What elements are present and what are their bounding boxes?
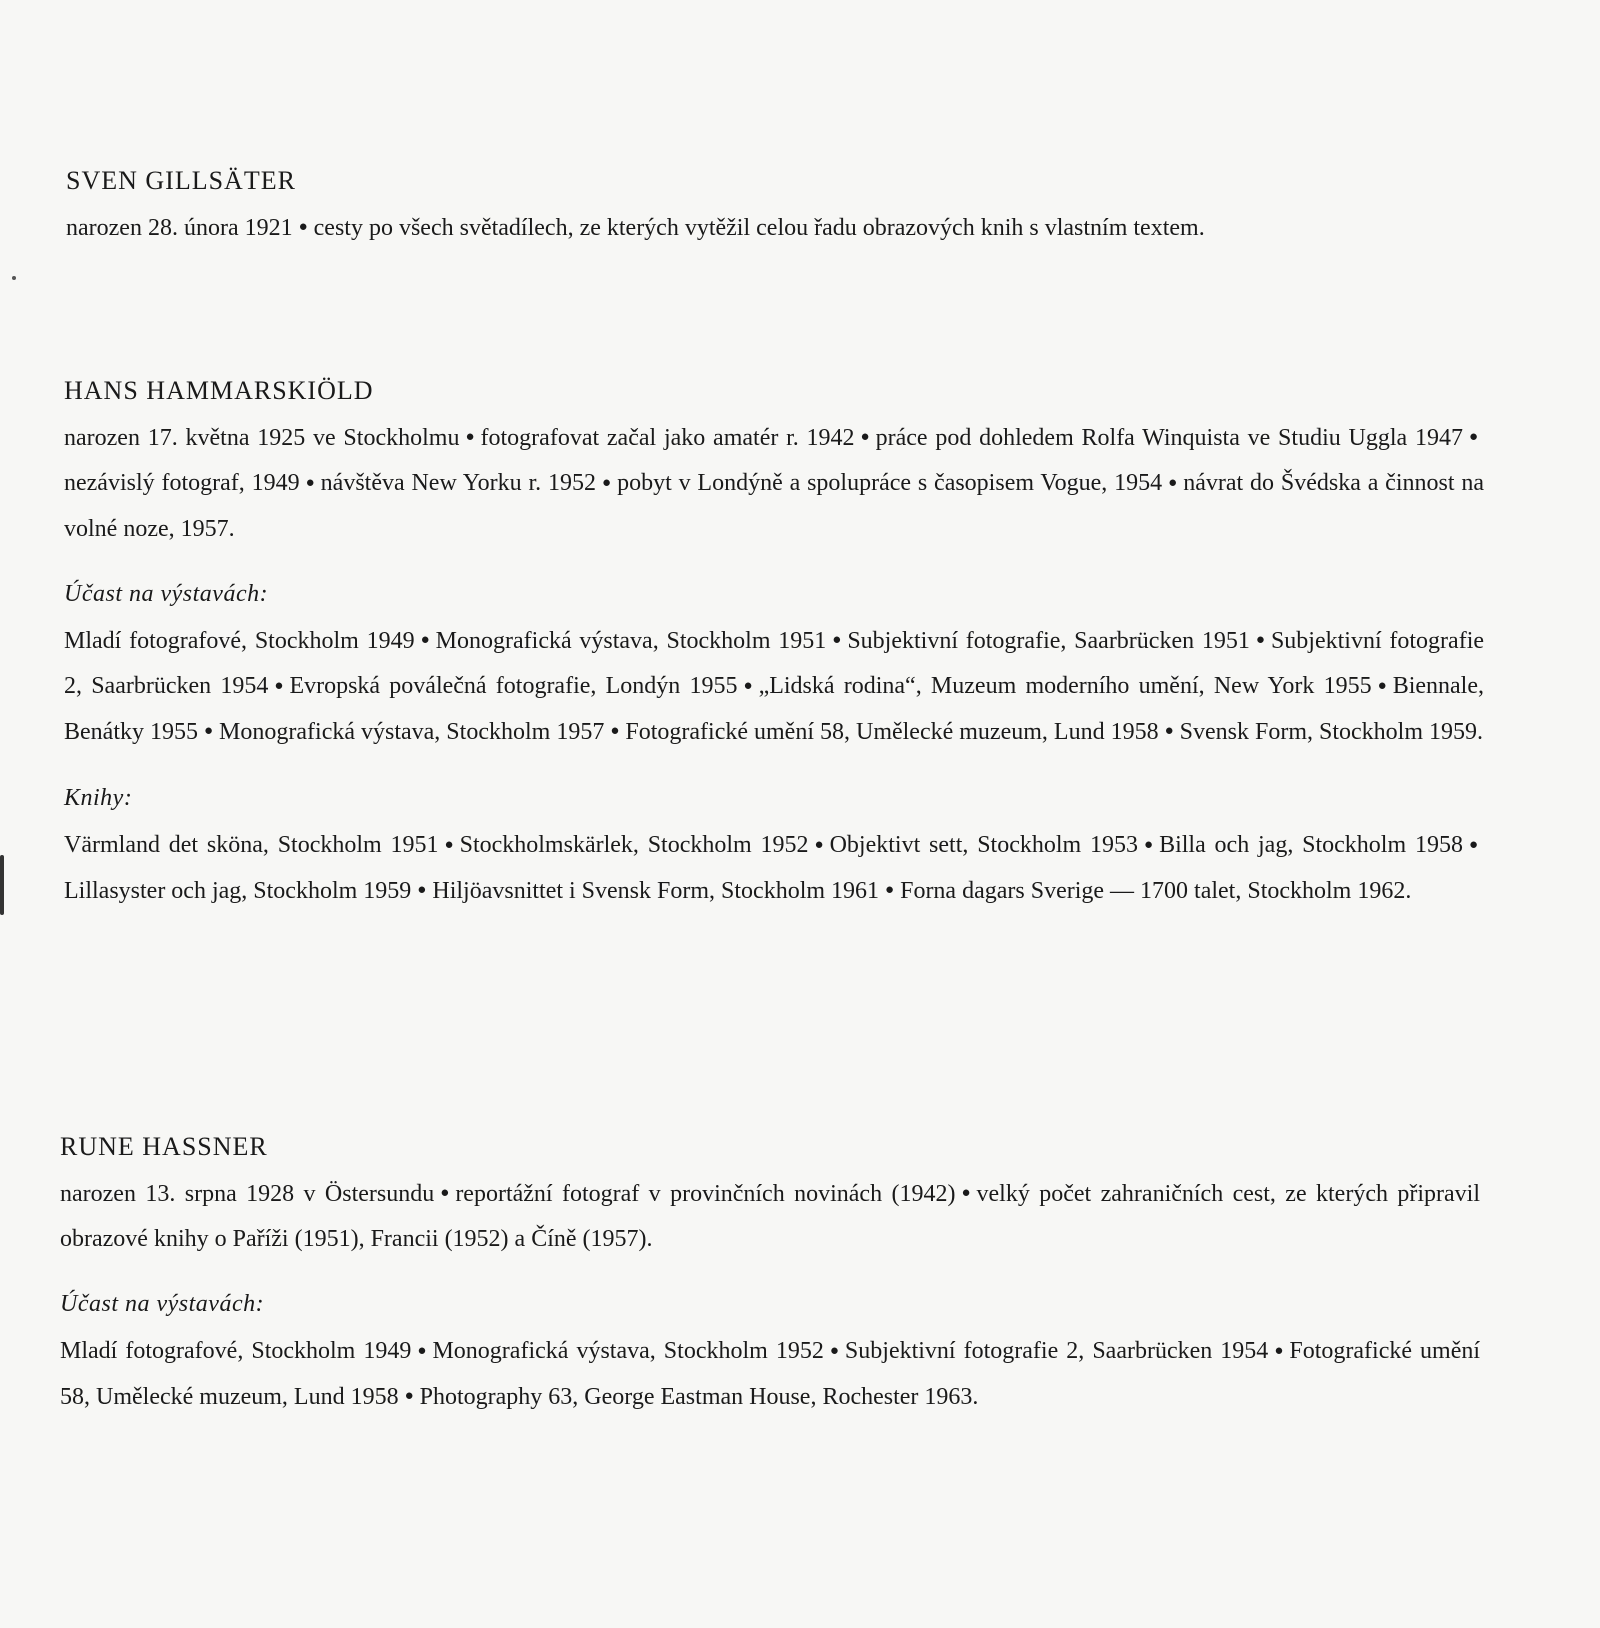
bullet-icon: ● (829, 1342, 839, 1359)
bullet-icon: ● (404, 1388, 414, 1405)
book-entry: Objektivt sett, Stockholm 1953 (829, 832, 1139, 859)
bullet-icon: ● (832, 632, 842, 649)
page-edge-mark (0, 855, 4, 915)
book-entry: Värmland det sköna, Stockholm 1951 (64, 832, 439, 859)
bullet-icon: ● (298, 219, 308, 236)
exhibition-entry: Subjektivní fotografie, Saarbrücken 1951 (847, 627, 1250, 654)
book-entry: Stockholmskärlek, Stockholm 1952 (459, 832, 809, 859)
bullet-icon: ● (610, 723, 620, 740)
bullet-icon: ● (274, 677, 284, 694)
person-name: RUNE HASSNER (60, 1132, 268, 1161)
bullet-icon: ● (1144, 836, 1154, 853)
book-entry: Hiljöavsnittet i Svensk Form, Stockholm 1961 (432, 877, 880, 904)
exhibition-entry: Monografická výstava, Stockholm 1951 (435, 627, 827, 654)
bio-hans-hammarskiold (64, 374, 1484, 914)
bullet-icon: ● (602, 474, 612, 491)
bio-text (66, 206, 1486, 251)
bio-entry: fotografovat začal jako amatér r. 1942 (480, 425, 855, 451)
book-entry: Lillasyster och jag, Stockholm 1959 (64, 877, 412, 904)
bullet-icon: ● (1274, 1342, 1284, 1359)
exhibition-entry: Mladí fotografové, Stockholm 1949 (60, 1338, 412, 1365)
person-name: SVEN GILLSÄTER (66, 166, 296, 195)
bullet-icon: ● (417, 882, 427, 899)
bio-entry: návštěva New Yorku r. 1952 (320, 470, 597, 497)
bullet-icon: ● (305, 474, 315, 491)
bio-entry: narozen 13. srpna 1928 v Östersundu (60, 1181, 435, 1207)
bio-entry: pobyt v Londýně a spolupráce s časopisem Vogue, 1954 (617, 470, 1163, 497)
bio-rune-hassner (60, 1130, 1480, 1420)
paper-speck (12, 276, 16, 280)
bio-entry: cesty po všech světadílech, ze kterých vytěžil celou řadu obrazových knih s vlastním textem. (313, 215, 1205, 241)
exhibitions-label: Účast na výstavách: (64, 580, 269, 607)
bullet-icon: ● (440, 1185, 450, 1202)
bio-entry: reportážní fotograf v provinčních novinách (1942) (455, 1181, 956, 1207)
exhibition-entry: Fotografické umění 58, Umělecké muzeum, Lund 1958 (625, 718, 1159, 745)
bio-entry: návrat do Švédska a činnost na volné noze, 1957. (64, 470, 1485, 542)
exhibitions-text (64, 619, 1484, 755)
bullet-icon: ● (1468, 429, 1479, 446)
bullet-icon: ● (417, 1342, 427, 1359)
bullet-icon: ● (1468, 836, 1479, 853)
bullet-icon: ● (420, 632, 430, 649)
bullet-icon: ● (1255, 632, 1265, 649)
books-text (64, 823, 1484, 914)
exhibition-entry: Monografická výstava, Stockholm 1957 (219, 718, 605, 745)
book-entry: Forna dagars Sverige — 1700 talet, Stockholm 1962. (900, 877, 1412, 904)
exhibition-entry: Photography 63, George Eastman House, Rochester 1963. (419, 1383, 979, 1410)
exhibition-entry: Fotografické umění 58, Umělecké muzeum, Lund 1958 (60, 1338, 1481, 1410)
bullet-icon: ● (444, 836, 454, 853)
exhibition-entry: Subjektivní fotografie 2, Saarbrücken 1954 (64, 627, 1485, 700)
person-name: HANS HAMMARSKIÖLD (64, 376, 374, 405)
bullet-icon: ● (743, 677, 753, 694)
bullet-icon: ● (860, 429, 870, 446)
bio-entry: narozen 17. května 1925 ve Stockholmu (64, 425, 460, 451)
exhibitions-label: Účast na výstavách: (60, 1291, 265, 1318)
bio-text (64, 416, 1484, 551)
exhibition-entry: Evropská poválečná fotografie, Londýn 1955 (289, 673, 738, 700)
bullet-icon: ● (1164, 723, 1174, 740)
bio-entry: práce pod dohledem Rolfa Winquista ve Studiu Uggla 1947 (875, 425, 1463, 451)
books-label: Knihy: (64, 785, 133, 812)
bio-sven-gillsater (66, 164, 1486, 251)
exhibition-entry: Subjektivní fotografie 2, Saarbrücken 1954 (844, 1338, 1269, 1365)
bio-entry: nezávislý fotograf, 1949 (64, 470, 300, 497)
bullet-icon: ● (465, 429, 475, 446)
exhibition-entry: Biennale, Benátky 1955 (64, 673, 1484, 745)
bullet-icon: ● (203, 723, 214, 740)
bio-text (60, 1172, 1480, 1261)
exhibitions-text (60, 1329, 1480, 1420)
exhibition-entry: „Lidská rodina“, Muzeum moderního umění, New York 1955 (758, 673, 1372, 700)
exhibition-entry: Monografická výstava, Stockholm 1952 (432, 1338, 824, 1365)
bullet-icon: ● (961, 1185, 971, 1202)
bio-entry: velký počet zahraničních cest, ze kterých připravil obrazové knihy o Paříži (1951), Francii (1952) a Číně (1957). (60, 1181, 1481, 1253)
bullet-icon: ● (1377, 677, 1387, 694)
exhibition-entry: Mladí fotografové, Stockholm 1949 (64, 627, 415, 654)
bullet-icon: ● (814, 836, 824, 853)
bio-entry: narozen 28. února 1921 (66, 215, 293, 241)
book-entry: Billa och jag, Stockholm 1958 (1159, 832, 1463, 859)
bullet-icon: ● (1168, 474, 1178, 491)
exhibition-entry: Svensk Form, Stockholm 1959. (1179, 718, 1483, 745)
bullet-icon: ● (885, 882, 895, 899)
